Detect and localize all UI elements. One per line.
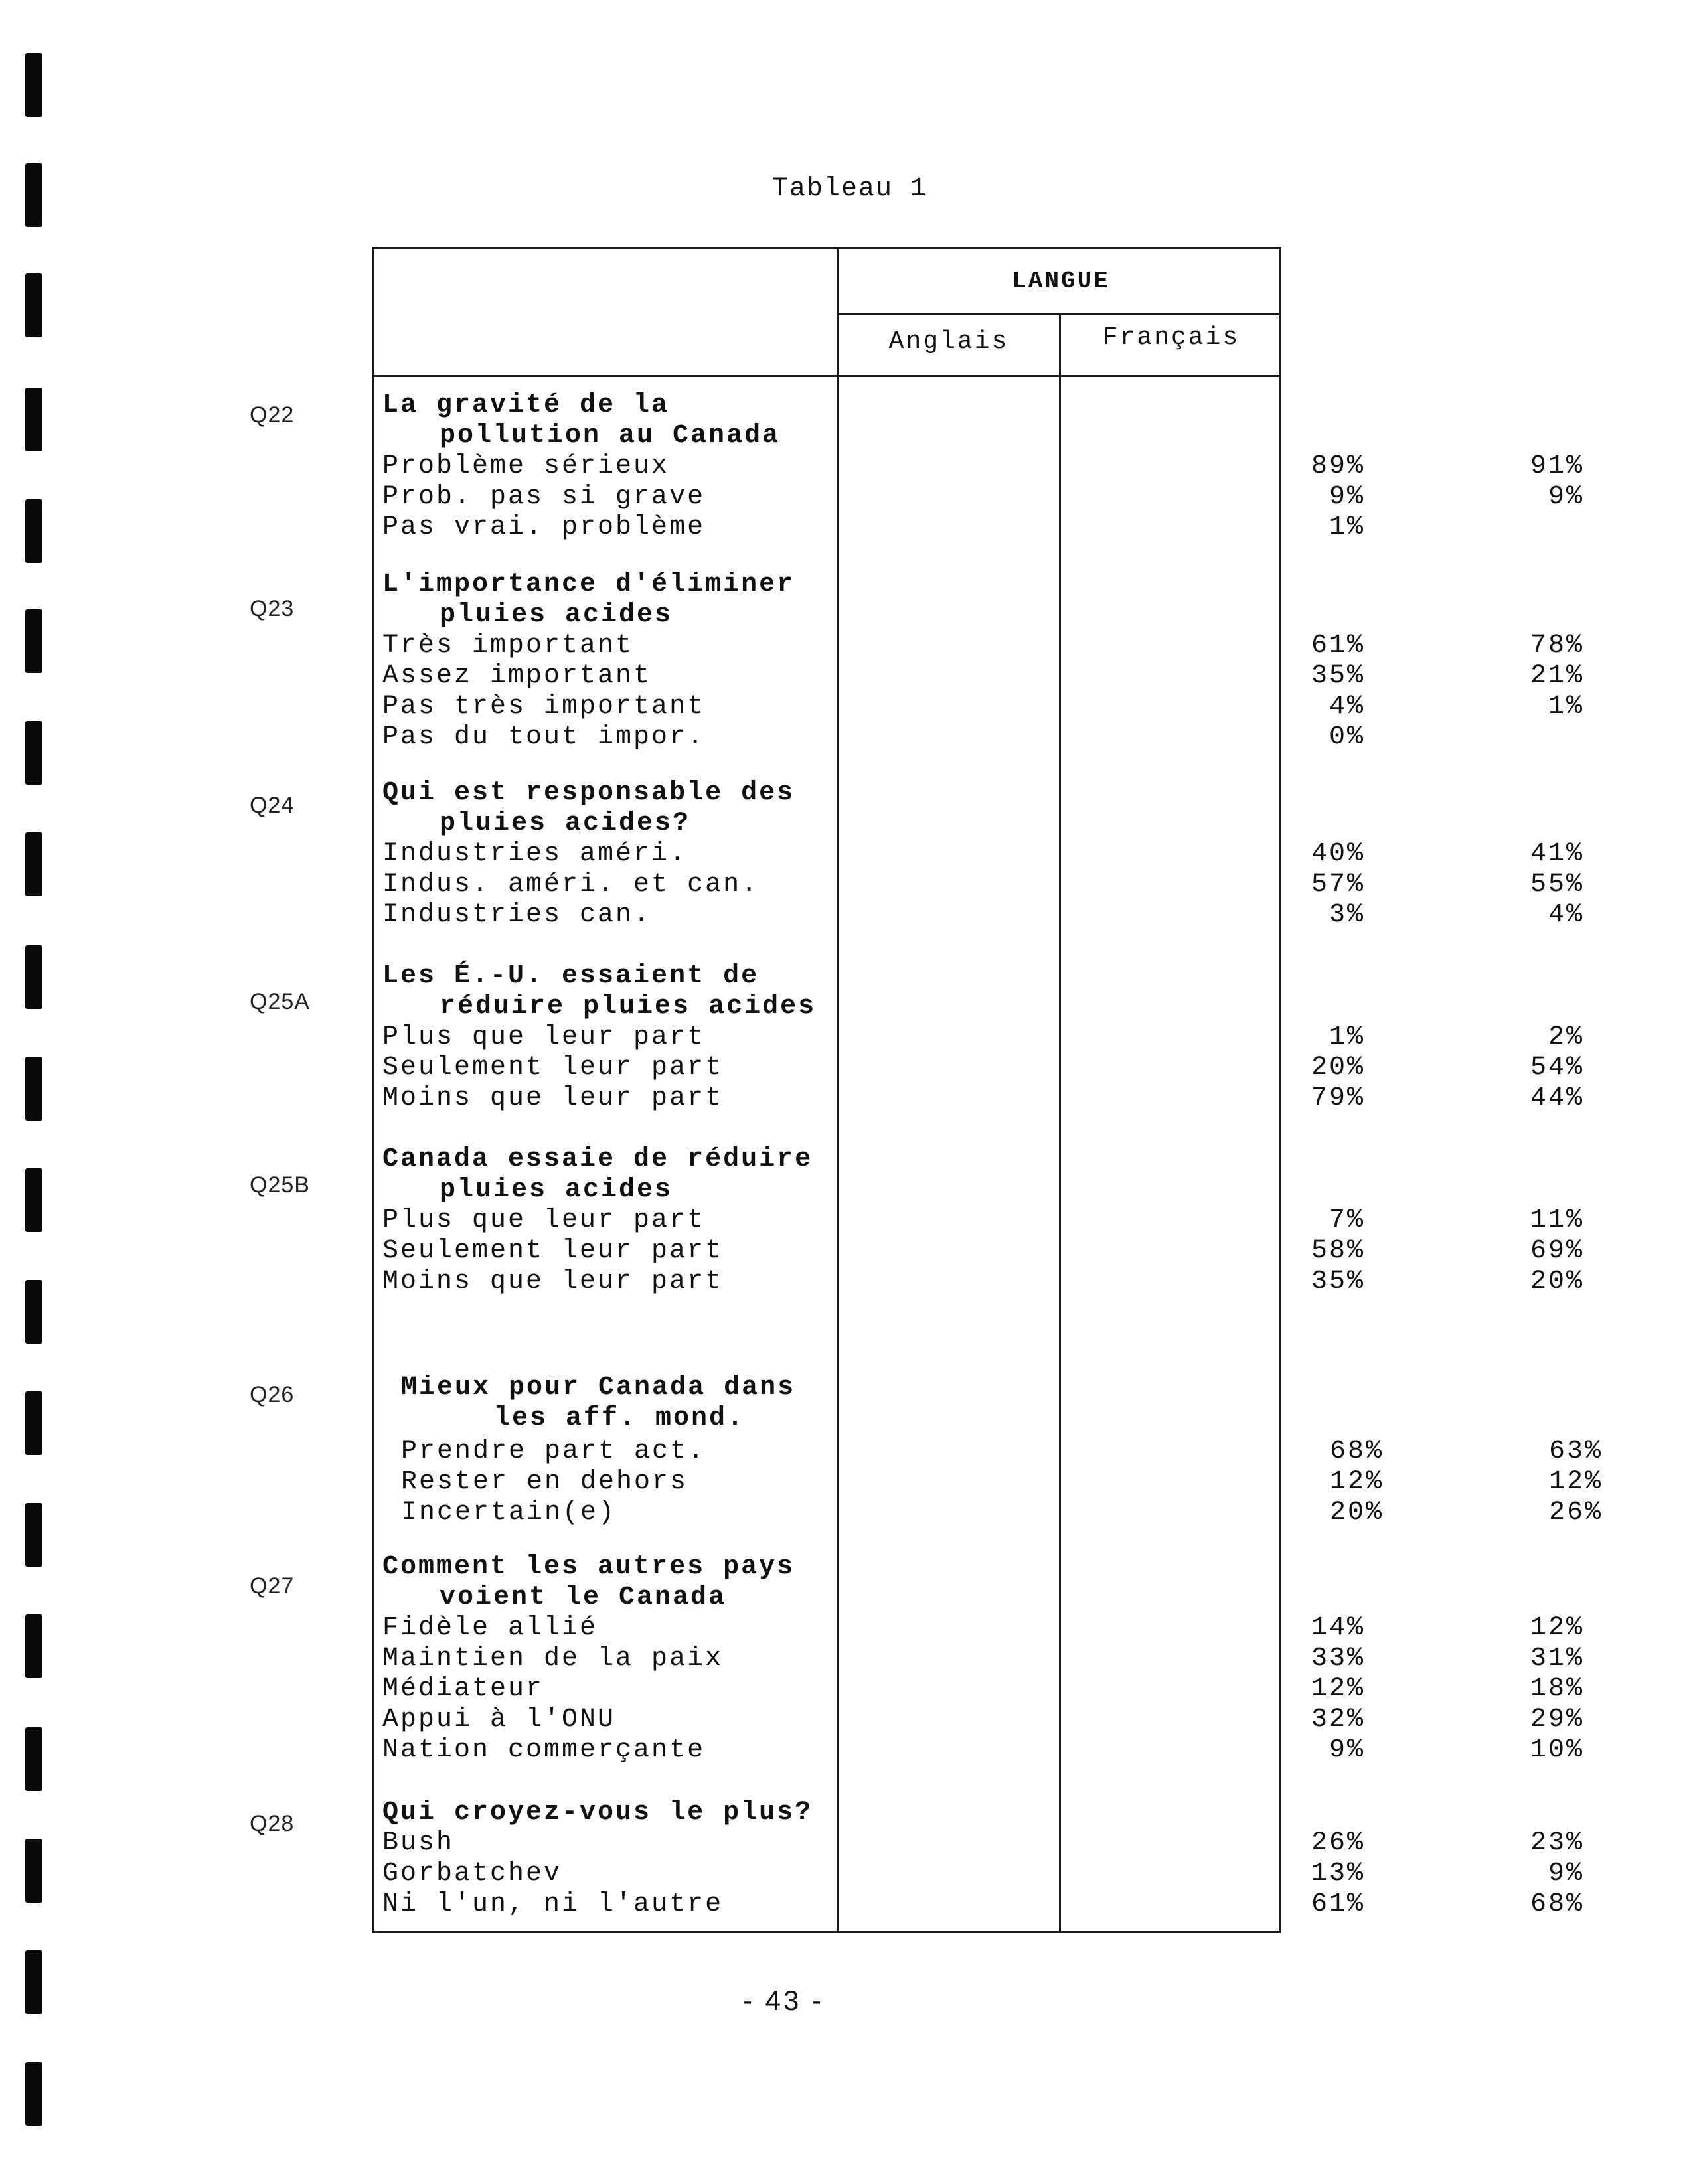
table-section (382, 390, 1584, 543)
cell-anglais: 13% (1311, 1859, 1365, 1889)
cell-anglais: 79% (1311, 1083, 1365, 1113)
row-label: Pas vrai. problème (382, 512, 706, 542)
cell-anglais: 9% (1329, 482, 1365, 512)
row-label: Plus que leur part (382, 1022, 706, 1052)
table-row (382, 1674, 1584, 1705)
section-title-line1: Canada essaie de réduire (382, 1144, 813, 1174)
table-row (401, 1467, 1603, 1498)
cell-francais: 11% (1530, 1206, 1584, 1235)
binder-hole (25, 1950, 42, 2014)
section-title-line1: La gravité de la (382, 390, 670, 420)
row-label: Moins que leur part (382, 1267, 724, 1296)
question-id: Q23 (250, 596, 295, 621)
question-id: Q27 (250, 1573, 295, 1599)
row-label: Médiateur (382, 1674, 544, 1704)
row-label: Incertain(e) (401, 1498, 617, 1527)
table-row (382, 1644, 1584, 1674)
cell-francais: 21% (1530, 661, 1584, 691)
section-title-line1: Qui est responsable des (382, 778, 795, 808)
binder-hole (25, 1391, 42, 1455)
table-row (382, 870, 1584, 900)
cell-anglais: 1% (1329, 1022, 1365, 1052)
section-title (382, 1552, 1280, 1613)
binder-hole (25, 1057, 42, 1121)
cell-francais: 29% (1530, 1705, 1584, 1735)
table-row (382, 1022, 1584, 1053)
row-label: Plus que leur part (382, 1206, 706, 1235)
binder-hole (25, 1614, 42, 1678)
table-section (401, 1373, 1603, 1528)
row-label: Assez important (382, 661, 652, 691)
section-title (401, 1373, 1299, 1434)
row-label: Maintien de la paix (382, 1644, 724, 1674)
table-row (382, 512, 1365, 543)
section-title-line2: réduire pluies acides (440, 992, 817, 1022)
cell-francais: 20% (1530, 1267, 1584, 1296)
binder-hole (25, 1727, 42, 1791)
table-row (401, 1437, 1603, 1467)
table-section (382, 570, 1584, 753)
binder-hole (25, 388, 42, 451)
cell-francais: 23% (1530, 1828, 1584, 1858)
table-row (382, 1705, 1584, 1735)
cell-francais: 63% (1548, 1437, 1603, 1466)
binder-hole (25, 163, 42, 227)
cell-francais: 2% (1548, 1022, 1584, 1052)
row-label: Industries améri. (382, 839, 688, 869)
table-row (382, 661, 1584, 692)
table-row (382, 839, 1584, 870)
row-label: Seulement leur part (382, 1236, 724, 1266)
cell-francais: 4% (1548, 900, 1584, 930)
cell-francais: 69% (1530, 1236, 1584, 1266)
section-title (382, 961, 1280, 1022)
table-row (382, 1735, 1584, 1766)
section-title (382, 570, 1280, 631)
section-title (382, 1798, 1280, 1828)
cell-anglais: 68% (1329, 1437, 1384, 1466)
cell-anglais: 14% (1311, 1613, 1365, 1643)
cell-francais: 26% (1548, 1498, 1603, 1527)
row-label: Bush (382, 1828, 455, 1858)
cell-francais: 18% (1530, 1674, 1584, 1704)
section-title-line2: pluies acides? (440, 809, 691, 838)
row-label: Appui à l'ONU (382, 1705, 616, 1735)
cell-anglais: 61% (1311, 631, 1365, 661)
section-title-line2: les aff. mond. (494, 1403, 746, 1433)
cell-francais: 78% (1530, 631, 1584, 661)
table-row (382, 482, 1584, 512)
cell-francais: 68% (1530, 1889, 1584, 1919)
cell-anglais: 89% (1311, 451, 1365, 481)
table-row (401, 1498, 1603, 1528)
column-header-francais: Français (1102, 323, 1240, 352)
binder-hole (25, 609, 42, 673)
table-row (382, 1889, 1584, 1920)
row-label: Indus. améri. et can. (382, 870, 760, 899)
question-id: Q28 (250, 1811, 295, 1836)
cell-francais: 12% (1530, 1613, 1584, 1643)
table-row (382, 692, 1584, 722)
cell-anglais: 12% (1311, 1674, 1365, 1704)
section-title-line1: Qui croyez-vous le plus? (382, 1798, 813, 1828)
binder-hole (25, 1280, 42, 1344)
cell-francais: 31% (1530, 1644, 1584, 1674)
group-header-langue: LANGUE (1012, 268, 1110, 295)
cell-anglais: 0% (1329, 722, 1365, 752)
cell-francais: 9% (1548, 1859, 1584, 1889)
row-label: Pas très important (382, 692, 706, 722)
row-label: Problème sérieux (382, 451, 670, 481)
section-title-line1: Mieux pour Canada dans (401, 1373, 796, 1403)
cell-anglais: 9% (1329, 1735, 1365, 1765)
table-section (382, 1144, 1584, 1297)
section-title-line1: Les É.-U. essaient de (382, 961, 760, 991)
section-title-line2: pollution au Canada (440, 421, 781, 451)
binder-hole (25, 721, 42, 785)
section-title-line1: Comment les autres pays (382, 1552, 795, 1582)
question-id: Q25B (250, 1172, 310, 1198)
section-title-line2: voient le Canada (440, 1583, 727, 1612)
row-label: Seulement leur part (382, 1053, 724, 1083)
cell-anglais: 3% (1329, 900, 1365, 930)
row-label: Gorbatchev (382, 1859, 562, 1889)
question-id: Q26 (250, 1382, 295, 1407)
cell-anglais: 40% (1311, 839, 1365, 869)
table-row (382, 1053, 1584, 1083)
section-title-line2: pluies acides (440, 1175, 673, 1205)
binder-hole (25, 1503, 42, 1567)
binder-hole (25, 53, 42, 117)
cell-francais: 55% (1530, 870, 1584, 899)
binder-hole (25, 2062, 42, 2126)
cell-anglais: 32% (1311, 1705, 1365, 1735)
row-label: Ni l'un, ni l'autre (382, 1889, 724, 1919)
row-label: Prendre part act. (401, 1437, 706, 1466)
table-row (382, 1083, 1584, 1114)
row-label: Très important (382, 631, 634, 661)
table-row (382, 1236, 1584, 1267)
row-label: Prob. pas si grave (382, 482, 706, 512)
question-id: Q25A (250, 989, 310, 1014)
cell-francais: 10% (1530, 1735, 1584, 1765)
cell-francais: 44% (1530, 1083, 1584, 1113)
table-row (382, 1859, 1584, 1889)
section-title (382, 778, 1280, 839)
cell-anglais: 20% (1329, 1498, 1384, 1527)
table-section (382, 1552, 1584, 1766)
table-row (382, 1206, 1584, 1236)
cell-anglais: 35% (1311, 661, 1365, 691)
cell-anglais: 20% (1311, 1053, 1365, 1083)
table-row (382, 1828, 1584, 1859)
section-title (382, 390, 1280, 451)
cell-francais: 41% (1530, 839, 1584, 869)
cell-anglais: 57% (1311, 870, 1365, 899)
row-label: Industries can. (382, 900, 652, 930)
table-row (382, 1613, 1584, 1644)
cell-francais: 91% (1530, 451, 1584, 481)
table-row (382, 722, 1365, 753)
binder-hole (25, 945, 42, 1009)
cell-anglais: 1% (1329, 512, 1365, 542)
row-label: Nation commerçante (382, 1735, 706, 1765)
header-bottom-line (374, 375, 1279, 377)
binder-hole (25, 1839, 42, 1903)
page-number: - 43 - (742, 1985, 825, 2016)
section-title-line2: pluies acides (440, 600, 673, 630)
table-section (382, 961, 1584, 1114)
table-row (382, 1267, 1584, 1297)
cell-francais: 1% (1548, 692, 1584, 722)
row-label: Moins que leur part (382, 1083, 724, 1113)
table-row (382, 451, 1584, 482)
cell-anglais: 7% (1329, 1206, 1365, 1235)
cell-anglais: 4% (1329, 692, 1365, 722)
cell-anglais: 35% (1311, 1267, 1365, 1296)
binder-hole (25, 832, 42, 896)
cell-anglais: 12% (1329, 1467, 1384, 1497)
row-label: Pas du tout impor. (382, 722, 706, 752)
table-row (382, 900, 1584, 931)
cell-anglais: 61% (1311, 1889, 1365, 1919)
section-title-line1: L'importance d'éliminer (382, 570, 795, 599)
column-header-anglais: Anglais (888, 327, 1009, 356)
cell-francais: 54% (1530, 1053, 1584, 1083)
cell-francais: 12% (1548, 1467, 1603, 1497)
row-label: Rester en dehors (401, 1467, 688, 1497)
cell-anglais: 26% (1311, 1828, 1365, 1858)
question-id: Q24 (250, 793, 295, 818)
table-row (382, 631, 1584, 661)
binder-hole (25, 1168, 42, 1232)
cell-anglais: 33% (1311, 1644, 1365, 1674)
question-id: Q22 (250, 402, 295, 428)
page-title: Tableau 1 (771, 174, 928, 204)
header-divider (837, 313, 1279, 315)
section-title (382, 1144, 1280, 1206)
row-label: Fidèle allié (382, 1613, 598, 1643)
binder-hole (25, 499, 42, 563)
cell-francais: 9% (1548, 482, 1584, 512)
binder-hole (25, 273, 42, 337)
table-section (382, 1798, 1584, 1920)
table-section (382, 778, 1584, 931)
cell-anglais: 58% (1311, 1236, 1365, 1266)
